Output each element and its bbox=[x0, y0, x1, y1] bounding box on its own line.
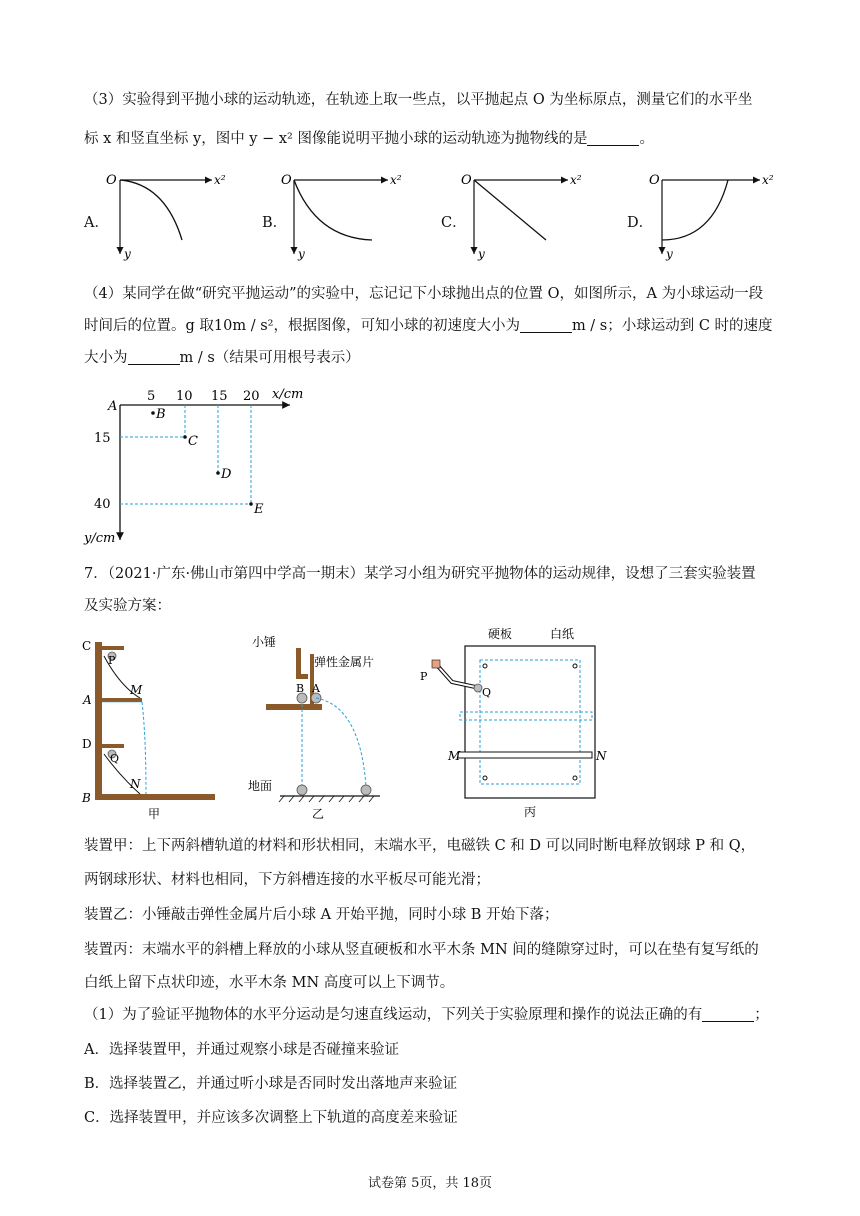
answer-blank-vc[interactable] bbox=[128, 350, 180, 365]
yi-caption: 乙 bbox=[312, 807, 325, 821]
jia-label-q: Q bbox=[110, 752, 120, 765]
q3-option-a-label[interactable]: A． bbox=[84, 215, 109, 231]
q7-line-2: 及实验方案： bbox=[84, 598, 171, 614]
q3-option-b-label[interactable]: B． bbox=[262, 215, 288, 231]
ytick-15: 15 bbox=[94, 431, 111, 446]
q4-line-2-end: m / s；小球运动到 C 时的速度 bbox=[571, 318, 773, 334]
yaxis-label-a: y bbox=[124, 247, 131, 261]
fig-yaxis-label: y/cm bbox=[84, 531, 116, 546]
desc-jia-line-2: 两钢球形状、材料也相同，下方斜槽连接的水平板尽可能光滑； bbox=[84, 872, 490, 888]
xaxis-label-d: x² bbox=[762, 173, 774, 187]
xaxis-label-b: x² bbox=[390, 173, 402, 187]
q3-line-2-end: 。 bbox=[639, 131, 654, 147]
q7-line-1: 7．（2021·广东·佛山市第四中学高一期末）某学习小组为研究平抛物体的运动规律，设想了三套实验装置 bbox=[84, 566, 756, 582]
graph-b bbox=[281, 173, 402, 261]
q3-option-graphs bbox=[0, 160, 860, 270]
point-d-label: D bbox=[221, 467, 232, 482]
point-b bbox=[151, 411, 155, 415]
yaxis-label-c: y bbox=[478, 247, 485, 261]
q7-option-c[interactable]: C．选择装置甲，并应该多次调整上下轨道的高度差来验证 bbox=[84, 1110, 458, 1126]
point-e bbox=[249, 502, 253, 506]
jia-label-p: P bbox=[108, 654, 116, 667]
q4-line-1: （4）某同学在做“研究平抛运动”的实验中，忘记记下小球抛出点的位置 O，如图所示，A 为小球运动一段 bbox=[84, 286, 764, 302]
yi-ground-label: 地面 bbox=[248, 779, 273, 793]
xaxis-label-a: x² bbox=[214, 173, 226, 187]
curve-b bbox=[294, 180, 372, 240]
fig-xaxis-label: x/cm bbox=[272, 387, 304, 402]
q4-line-2 bbox=[84, 314, 773, 335]
page-footer: 试卷第 5页，共 18页 bbox=[367, 1176, 493, 1191]
q7-option-b[interactable]: B．选择装置乙，并通过听小球是否同时发出落地声来验证 bbox=[84, 1076, 458, 1092]
answer-blank-v0[interactable] bbox=[520, 318, 572, 333]
graph-a bbox=[106, 173, 226, 261]
yi-ball-a-label: A bbox=[312, 682, 320, 695]
graph-c bbox=[461, 173, 582, 261]
point-b-label: B bbox=[156, 407, 166, 422]
xaxis-label-c: x² bbox=[570, 173, 582, 187]
ytick-40: 40 bbox=[94, 497, 111, 512]
yaxis-label-b: y bbox=[298, 247, 305, 261]
bing-label-p: P bbox=[420, 670, 428, 683]
answer-blank-sub1[interactable] bbox=[702, 1007, 754, 1022]
desc-bing-line-1: 装置丙：末端水平的斜槽上释放的小球从竖直硬板和水平木条 MN 间的缝隙穿过时，可以在垫有复写纸的 bbox=[84, 942, 759, 958]
jia-label-m: M bbox=[130, 683, 143, 697]
curve-c bbox=[474, 180, 546, 240]
yi-ball-b-label: B bbox=[296, 682, 305, 695]
answer-blank[interactable] bbox=[587, 131, 639, 146]
xtick-10: 10 bbox=[176, 389, 193, 404]
q4-line-3 bbox=[84, 346, 360, 367]
xtick-5: 5 bbox=[147, 389, 156, 404]
q4-line-3-text: 大小为 bbox=[84, 350, 128, 366]
bing-label-m: M bbox=[448, 749, 461, 763]
point-e-label: E bbox=[254, 502, 264, 517]
fig-origin-label: A bbox=[108, 399, 118, 414]
apparatus-yi bbox=[248, 635, 380, 821]
curve-d bbox=[662, 180, 728, 240]
yi-hammer-label: 小锤 bbox=[252, 635, 277, 649]
q3-option-d-label[interactable]: D． bbox=[627, 215, 654, 231]
q7-sub1 bbox=[84, 1003, 769, 1024]
apparatus-jia bbox=[81, 639, 215, 821]
q4-line-2-text: 时间后的位置。g 取10m / s²，根据图像，可知小球的初速度大小为 bbox=[84, 318, 520, 334]
q4-figure bbox=[80, 382, 320, 552]
bing-label-n: N bbox=[596, 749, 607, 763]
point-c bbox=[183, 435, 187, 439]
q3-line-2-text: 标 x 和竖直坐标 y，图中 y − x² 图像能说明平抛小球的运动轨迹为抛物线的是 bbox=[84, 131, 588, 147]
xtick-15: 15 bbox=[211, 389, 228, 404]
origin-label-a: O bbox=[106, 173, 117, 188]
origin-label-c: O bbox=[461, 173, 472, 188]
q4-line-3-end: m / s（结果可用根号表示） bbox=[179, 350, 360, 366]
q7-apparatus-figures bbox=[80, 626, 620, 826]
point-c-label: C bbox=[188, 434, 198, 449]
xtick-20: 20 bbox=[243, 389, 260, 404]
jia-label-a: A bbox=[83, 693, 92, 707]
q3-line-1: （3）实验得到平抛小球的运动轨迹，在轨迹上取一些点，以平抛起点 O 为坐标原点，测量它们的水平坐 bbox=[84, 92, 753, 108]
graph-d bbox=[649, 173, 774, 261]
bing-paper-label: 白纸 bbox=[550, 627, 575, 641]
bing-board-label: 硬板 bbox=[488, 627, 513, 641]
origin-label-d: O bbox=[649, 173, 660, 188]
q3-line-2 bbox=[84, 127, 654, 148]
jia-label-c: C bbox=[82, 639, 92, 653]
point-d bbox=[216, 471, 220, 475]
q3-option-c-label[interactable]: C． bbox=[441, 215, 467, 231]
jia-label-n: N bbox=[130, 777, 141, 791]
jia-label-b: B bbox=[82, 791, 91, 805]
jia-caption: 甲 bbox=[148, 807, 161, 821]
jia-label-d: D bbox=[82, 737, 92, 751]
desc-yi: 装置乙：小锤敲击弹性金属片后小球 A 开始平抛，同时小球 B 开始下落； bbox=[84, 907, 559, 923]
desc-bing-line-2: 白纸上留下点状印迹，水平木条 MN 高度可以上下调节。 bbox=[84, 975, 455, 991]
desc-jia-line-1: 装置甲：上下两斜槽轨道的材料和形状相同，末端水平，电磁铁 C 和 D 可以同时断电释放钢球 P 和 Q， bbox=[84, 838, 756, 854]
bing-caption: 丙 bbox=[524, 805, 537, 819]
apparatus-bing bbox=[420, 626, 607, 819]
bing-label-q: Q bbox=[482, 686, 492, 699]
yaxis-label-d: y bbox=[666, 247, 673, 261]
q7-sub1-end: ； bbox=[754, 1007, 769, 1023]
origin-label-b: O bbox=[281, 173, 292, 188]
q7-option-a[interactable]: A．选择装置甲，并通过观察小球是否碰撞来验证 bbox=[84, 1042, 399, 1058]
yi-plate-label: 弹性金属片 bbox=[314, 655, 375, 669]
q7-sub1-text: （1）为了验证平抛物体的水平分运动是匀速直线运动，下列关于实验原理和操作的说法正确的有 bbox=[84, 1007, 703, 1023]
curve-a bbox=[120, 180, 182, 240]
